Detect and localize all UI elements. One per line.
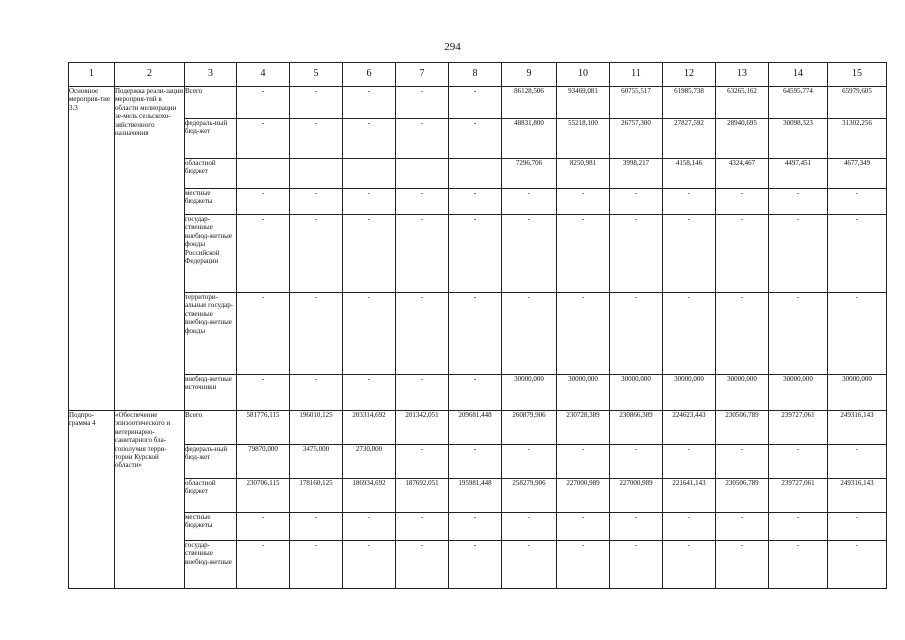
header-cell: 9: [502, 63, 557, 87]
value-cell: 187692,051: [396, 479, 449, 513]
value-cell: 3475,000: [290, 445, 343, 479]
value-cell: -: [663, 541, 716, 589]
table-row: [69, 293, 887, 375]
value-cell: 196010,125: [290, 411, 343, 445]
value-cell: 60755,517: [610, 87, 663, 119]
value-cell: -: [769, 189, 828, 215]
funding-source-label: Всего: [185, 411, 237, 445]
value-cell: -: [716, 541, 769, 589]
value-cell: -: [396, 375, 449, 411]
header-cell: 2: [115, 63, 185, 87]
funding-source-label: внебюд-жетные источники: [185, 375, 237, 411]
table-row: [69, 375, 887, 411]
value-cell: -: [557, 541, 610, 589]
value-cell: -: [502, 541, 557, 589]
value-cell: 230866,389: [610, 411, 663, 445]
value-cell: 178160,125: [290, 479, 343, 513]
value-cell: -: [290, 189, 343, 215]
value-cell: [449, 159, 502, 189]
funding-source-label: федераль-ный бюд-жет: [185, 445, 237, 479]
value-cell: 230706,115: [237, 479, 290, 513]
header-cell: 15: [828, 63, 887, 87]
value-cell: -: [449, 375, 502, 411]
value-cell: 79870,000: [237, 445, 290, 479]
value-cell: -: [502, 445, 557, 479]
value-cell: -: [343, 87, 396, 119]
value-cell: 30098,323: [769, 119, 828, 159]
value-cell: -: [237, 215, 290, 293]
value-cell: -: [343, 293, 396, 375]
value-cell: 27827,592: [663, 119, 716, 159]
value-cell: -: [237, 293, 290, 375]
header-cell: 7: [396, 63, 449, 87]
value-cell: -: [663, 293, 716, 375]
value-cell: -: [663, 215, 716, 293]
value-cell: 230728,389: [557, 411, 610, 445]
value-cell: -: [290, 375, 343, 411]
value-cell: 230506,789: [716, 479, 769, 513]
section-description: Подержка реали-зации мероприя-тий в области мелиорации зе-мель сельскохо-зяйственного назначения: [115, 87, 185, 411]
value-cell: -: [769, 215, 828, 293]
value-cell: 55218,100: [557, 119, 610, 159]
value-cell: -: [557, 189, 610, 215]
value-cell: -: [396, 445, 449, 479]
value-cell: 30000,000: [557, 375, 610, 411]
value-cell: 48831,800: [502, 119, 557, 159]
value-cell: -: [557, 293, 610, 375]
value-cell: -: [343, 513, 396, 541]
value-cell: 4158,146: [663, 159, 716, 189]
funding-source-label: Всего: [185, 87, 237, 119]
value-cell: 30000,000: [610, 375, 663, 411]
value-cell: 239727,061: [769, 479, 828, 513]
value-cell: -: [290, 87, 343, 119]
value-cell: 239727,061: [769, 411, 828, 445]
value-cell: -: [502, 513, 557, 541]
header-cell: 13: [716, 63, 769, 87]
value-cell: -: [237, 513, 290, 541]
value-cell: 28940,695: [716, 119, 769, 159]
table-row: [69, 119, 887, 159]
value-cell: -: [557, 215, 610, 293]
value-cell: -: [396, 189, 449, 215]
table-row: [69, 411, 887, 445]
value-cell: 258279,906: [502, 479, 557, 513]
value-cell: -: [610, 513, 663, 541]
value-cell: -: [716, 513, 769, 541]
value-cell: -: [502, 215, 557, 293]
value-cell: -: [716, 445, 769, 479]
value-cell: -: [610, 293, 663, 375]
value-cell: -: [237, 189, 290, 215]
value-cell: 93469,081: [557, 87, 610, 119]
value-cell: -: [502, 293, 557, 375]
value-cell: [396, 159, 449, 189]
value-cell: 209681,448: [449, 411, 502, 445]
value-cell: 65979,605: [828, 87, 887, 119]
funding-source-label: государ-ственные внебюд-жетные: [185, 541, 237, 589]
value-cell: -: [610, 445, 663, 479]
value-cell: -: [716, 189, 769, 215]
value-cell: -: [449, 293, 502, 375]
value-cell: 8250,981: [557, 159, 610, 189]
value-cell: -: [396, 513, 449, 541]
value-cell: -: [769, 293, 828, 375]
value-cell: 30000,000: [828, 375, 887, 411]
value-cell: 7296,706: [502, 159, 557, 189]
section-label: Основное мероприя-тие 3.3: [69, 87, 115, 411]
value-cell: -: [828, 189, 887, 215]
value-cell: -: [610, 541, 663, 589]
value-cell: -: [290, 119, 343, 159]
value-cell: 581776,115: [237, 411, 290, 445]
value-cell: 2730,000: [343, 445, 396, 479]
value-cell: -: [290, 215, 343, 293]
section-description: «Обеспечение эпизоотического и ветеринарно-санитарного бла-гополучия терри-тории Курской области»: [115, 411, 185, 589]
table-row: [69, 159, 887, 189]
page-number: 294: [444, 41, 461, 53]
funding-source-label: местные бюджеты: [185, 513, 237, 541]
value-cell: -: [237, 87, 290, 119]
value-cell: -: [449, 119, 502, 159]
value-cell: -: [663, 445, 716, 479]
value-cell: 4497,451: [769, 159, 828, 189]
value-cell: 186934,692: [343, 479, 396, 513]
value-cell: -: [237, 541, 290, 589]
value-cell: -: [449, 541, 502, 589]
value-cell: 64595,774: [769, 87, 828, 119]
table-row: [69, 479, 887, 513]
value-cell: -: [828, 445, 887, 479]
value-cell: -: [769, 541, 828, 589]
value-cell: -: [828, 541, 887, 589]
funding-source-label: областной бюджет: [185, 479, 237, 513]
value-cell: 249316,143: [828, 411, 887, 445]
value-cell: -: [557, 513, 610, 541]
funding-source-label: федераль-ный бюд-жет: [185, 119, 237, 159]
value-cell: 86128,506: [502, 87, 557, 119]
header-cell: 3: [185, 63, 237, 87]
value-cell: -: [396, 119, 449, 159]
value-cell: -: [343, 215, 396, 293]
header-row: [69, 63, 887, 87]
value-cell: 3998,217: [610, 159, 663, 189]
value-cell: 260879,906: [502, 411, 557, 445]
value-cell: -: [769, 445, 828, 479]
table-row: [69, 215, 887, 293]
value-cell: -: [449, 87, 502, 119]
value-cell: -: [396, 541, 449, 589]
value-cell: -: [396, 87, 449, 119]
section-label: Подпро-грамма 4: [69, 411, 115, 589]
value-cell: -: [449, 189, 502, 215]
value-cell: -: [449, 215, 502, 293]
value-cell: 4324,467: [716, 159, 769, 189]
value-cell: -: [449, 445, 502, 479]
value-cell: 227000,989: [610, 479, 663, 513]
value-cell: -: [828, 293, 887, 375]
value-cell: -: [237, 119, 290, 159]
value-cell: 195981,448: [449, 479, 502, 513]
table-row: [69, 445, 887, 479]
header-cell: 5: [290, 63, 343, 87]
value-cell: -: [237, 375, 290, 411]
value-cell: -: [290, 513, 343, 541]
value-cell: -: [610, 215, 663, 293]
value-cell: 224623,443: [663, 411, 716, 445]
value-cell: -: [663, 189, 716, 215]
header-cell: 8: [449, 63, 502, 87]
value-cell: -: [716, 215, 769, 293]
value-cell: -: [290, 541, 343, 589]
value-cell: -: [343, 189, 396, 215]
value-cell: 227000,989: [557, 479, 610, 513]
header-cell: 1: [69, 63, 115, 87]
header-cell: 14: [769, 63, 828, 87]
value-cell: -: [610, 189, 663, 215]
budget-table: [68, 62, 887, 589]
value-cell: 221641,143: [663, 479, 716, 513]
value-cell: 63265,162: [716, 87, 769, 119]
value-cell: -: [290, 293, 343, 375]
value-cell: 4677,349: [828, 159, 887, 189]
value-cell: [343, 159, 396, 189]
table-body: [69, 63, 887, 589]
header-cell: 10: [557, 63, 610, 87]
value-cell: 230506,789: [716, 411, 769, 445]
value-cell: 201342,051: [396, 411, 449, 445]
header-cell: 12: [663, 63, 716, 87]
value-cell: 249316,143: [828, 479, 887, 513]
value-cell: 61985,738: [663, 87, 716, 119]
table-row: [69, 87, 887, 119]
value-cell: 31302,256: [828, 119, 887, 159]
value-cell: -: [343, 541, 396, 589]
funding-source-label: государ-ственные внебюд-жетные фонды Российской Федерации: [185, 215, 237, 293]
value-cell: -: [663, 513, 716, 541]
value-cell: -: [396, 215, 449, 293]
value-cell: -: [716, 293, 769, 375]
funding-source-label: местные бюджеты: [185, 189, 237, 215]
value-cell: 30000,000: [663, 375, 716, 411]
funding-source-label: областной бюджет: [185, 159, 237, 189]
value-cell: -: [828, 513, 887, 541]
header-cell: 6: [343, 63, 396, 87]
value-cell: -: [828, 215, 887, 293]
value-cell: 26757,300: [610, 119, 663, 159]
table-row: [69, 513, 887, 541]
value-cell: 30000,000: [502, 375, 557, 411]
value-cell: 30000,000: [769, 375, 828, 411]
value-cell: -: [396, 293, 449, 375]
value-cell: -: [343, 119, 396, 159]
value-cell: -: [449, 513, 502, 541]
table-row: [69, 189, 887, 215]
value-cell: [290, 159, 343, 189]
value-cell: -: [502, 189, 557, 215]
value-cell: [237, 159, 290, 189]
value-cell: 203314,692: [343, 411, 396, 445]
table-row: [69, 541, 887, 589]
value-cell: -: [557, 445, 610, 479]
funding-source-label: территори-альные государ-ственные внебюд-жетные фонды: [185, 293, 237, 375]
header-cell: 4: [237, 63, 290, 87]
value-cell: -: [343, 375, 396, 411]
header-cell: 11: [610, 63, 663, 87]
value-cell: 30000,000: [716, 375, 769, 411]
value-cell: -: [769, 513, 828, 541]
